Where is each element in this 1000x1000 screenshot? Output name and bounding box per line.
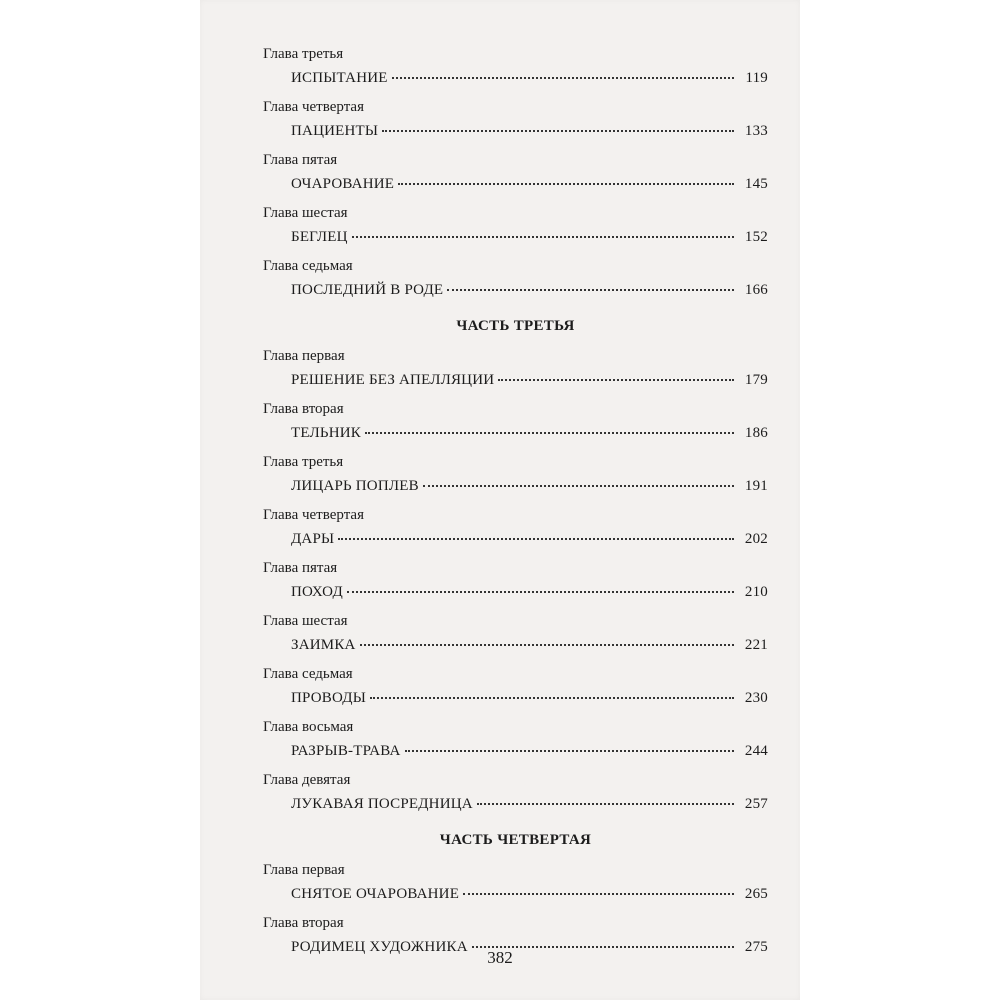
chapter-title: БЕГЛЕЦ (291, 229, 348, 245)
chapter-label: Глава седьмая (263, 666, 353, 682)
chapter-label: Глава шестая (263, 205, 348, 221)
chapter-label: Глава пятая (263, 152, 338, 168)
chapter-title: ЛУКАВАЯ ПОСРЕДНИЦА (291, 796, 473, 812)
toc-entry (263, 611, 768, 659)
page-number: 265 (744, 886, 768, 902)
toc-entry (263, 770, 768, 818)
dot-leader (352, 236, 734, 238)
chapter-title: ЛИЦАРЬ ПОПЛЕВ (291, 478, 419, 494)
dot-leader (347, 591, 734, 593)
chapter-title: РАЗРЫВ-ТРАВА (291, 743, 401, 759)
chapter-title: ПАЦИЕНТЫ (291, 123, 379, 139)
page-number: 210 (744, 584, 768, 600)
dot-leader (447, 289, 734, 291)
page-number: 186 (744, 425, 768, 441)
dot-leader (463, 893, 734, 895)
dot-leader (405, 750, 734, 752)
chapter-label: Глава пятая (263, 560, 338, 576)
page-number: 257 (744, 796, 768, 812)
toc-entry (263, 44, 768, 92)
toc-entry (263, 860, 768, 908)
chapter-label: Глава третья (263, 46, 344, 62)
dot-leader (382, 130, 734, 132)
chapter-label: Глава первая (263, 348, 345, 364)
page-number: 202 (744, 531, 768, 547)
chapter-title: РЕШЕНИЕ БЕЗ АПЕЛЛЯЦИИ (291, 372, 495, 388)
chapter-title: ПОСЛЕДНИЙ В РОДЕ (291, 282, 444, 298)
chapter-label: Глава седьмая (263, 258, 353, 274)
chapter-title: ТЕЛЬНИК (291, 425, 361, 441)
toc-entry (263, 203, 768, 251)
page-number: 166 (744, 282, 768, 298)
chapter-title: РОДИМЕЦ ХУДОЖНИКА (291, 939, 468, 955)
chapter-label: Глава вторая (263, 915, 344, 931)
chapter-title: ОЧАРОВАНИЕ (291, 176, 395, 192)
toc-entry (263, 346, 768, 394)
part-heading: ЧАСТЬ ТРЕТЬЯ (456, 318, 575, 334)
dot-leader (338, 538, 734, 540)
toc-entry (263, 399, 768, 447)
chapter-title: ЗАИМКА (291, 637, 356, 653)
chapter-label: Глава девятая (263, 772, 351, 788)
page-number: 133 (744, 123, 768, 139)
chapter-title: ПОХОД (291, 584, 343, 600)
chapter-label: Глава шестая (263, 613, 348, 629)
chapter-label: Глава вторая (263, 401, 344, 417)
page-number: 221 (744, 637, 768, 653)
chapter-label: Глава четвертая (263, 507, 364, 523)
page-number: 179 (744, 372, 768, 388)
toc-entry (263, 150, 768, 198)
chapter-label: Глава первая (263, 862, 345, 878)
chapter-title: СНЯТОЕ ОЧАРОВАНИЕ (291, 886, 460, 902)
toc-entry (263, 664, 768, 712)
chapter-label: Глава четвертая (263, 99, 364, 115)
dot-leader (365, 432, 734, 434)
page-number: 152 (744, 229, 768, 245)
dot-leader (477, 803, 734, 805)
page-number: 145 (744, 176, 768, 192)
toc-entry (263, 505, 768, 553)
chapter-label: Глава восьмая (263, 719, 354, 735)
page-number: 244 (744, 743, 768, 759)
dot-leader (392, 77, 734, 79)
page-number: 191 (744, 478, 768, 494)
dot-leader (360, 644, 734, 646)
chapter-title: ДАРЫ (291, 531, 335, 547)
table-of-contents (263, 44, 768, 961)
dot-leader (398, 183, 734, 185)
dot-leader (498, 379, 734, 381)
dot-leader (370, 697, 734, 699)
page-number: 275 (744, 939, 768, 955)
chapter-title: ИСПЫТАНИЕ (291, 70, 388, 86)
toc-entry (263, 717, 768, 765)
chapter-label: Глава третья (263, 454, 344, 470)
page-number: 230 (744, 690, 768, 706)
toc-entry (263, 452, 768, 500)
toc-entry (263, 256, 768, 304)
page-folio-number: 382 (487, 948, 513, 967)
chapter-title: ПРОВОДЫ (291, 690, 366, 706)
dot-leader (423, 485, 734, 487)
part-heading: ЧАСТЬ ЧЕТВЕРТАЯ (439, 832, 592, 848)
toc-entry (263, 97, 768, 145)
page-number: 119 (745, 70, 768, 86)
toc-entry (263, 558, 768, 606)
